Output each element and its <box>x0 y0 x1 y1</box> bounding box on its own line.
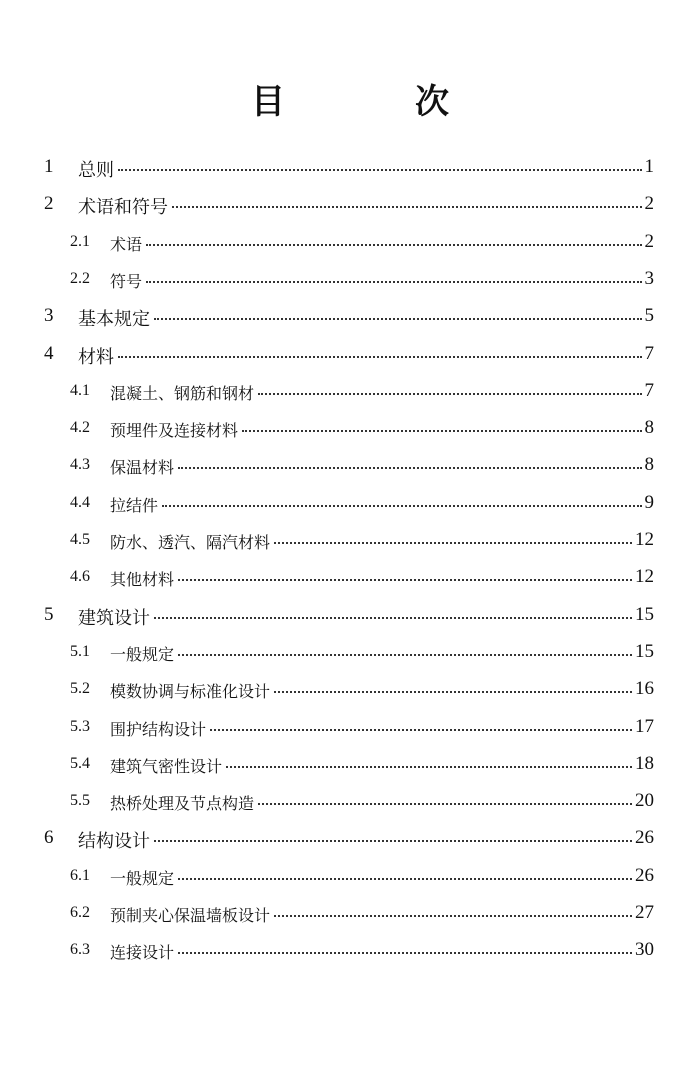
toc-section-entry[interactable] <box>0 896 700 932</box>
toc-entry-page-number: 8 <box>644 454 654 476</box>
dot-leader <box>242 430 642 432</box>
toc-entry-title: 围护结构设计 <box>110 719 207 739</box>
dot-leader <box>154 840 632 842</box>
toc-entry-page-number: 15 <box>635 640 654 662</box>
toc-section-entry[interactable] <box>0 374 700 410</box>
toc-entry-page-number: 30 <box>635 939 654 961</box>
dot-leader <box>274 915 632 917</box>
toc-entry-number: 2.2 <box>70 269 90 287</box>
toc-entry-title: 总则 <box>78 160 114 181</box>
toc-entry-title: 基本规定 <box>78 309 150 331</box>
toc-entry-page-number: 8 <box>644 417 654 439</box>
toc-chapter-entry[interactable] <box>0 598 700 634</box>
toc-chapter-entry[interactable] <box>0 150 700 186</box>
dot-leader <box>154 318 642 320</box>
dot-leader <box>146 281 642 283</box>
toc-entry-title: 拉结件 <box>110 495 159 515</box>
dot-leader <box>258 393 642 395</box>
dot-leader <box>118 169 642 171</box>
toc-entry-number: 5.4 <box>70 754 90 772</box>
toc-entry-page-number: 5 <box>644 305 654 327</box>
toc-section-entry[interactable] <box>0 523 700 559</box>
toc-entry-number: 5.5 <box>70 792 90 810</box>
toc-entry-number: 6 <box>44 827 54 849</box>
toc-entry-title: 符号 <box>110 271 143 291</box>
toc-entry-page-number: 26 <box>635 864 654 886</box>
toc-entry-title: 结构设计 <box>78 831 150 853</box>
toc-chapter-entry[interactable] <box>0 299 700 335</box>
toc-entry-page-number: 7 <box>644 342 654 364</box>
toc-entry-number: 6.1 <box>70 866 90 884</box>
dot-leader <box>172 206 642 208</box>
toc-entry-number: 4.5 <box>70 531 90 548</box>
dot-leader <box>162 505 642 507</box>
dot-leader <box>274 542 632 544</box>
page-title: 目 次 <box>251 82 497 122</box>
toc-section-entry[interactable] <box>0 747 700 783</box>
toc-entry-page-number: 18 <box>635 752 654 774</box>
dot-leader <box>146 244 642 246</box>
toc-section-entry[interactable] <box>0 262 700 298</box>
dot-leader <box>178 467 642 469</box>
toc-section-entry[interactable] <box>0 448 700 484</box>
toc-entry-page-number: 20 <box>635 790 654 812</box>
toc-section-entry[interactable] <box>0 710 700 746</box>
dot-leader <box>210 729 632 731</box>
toc-entry-page-number: 1 <box>644 156 654 177</box>
dot-leader <box>178 952 632 954</box>
toc-section-entry[interactable] <box>0 560 700 596</box>
toc-entry-title: 术语 <box>110 234 143 254</box>
toc-section-entry[interactable] <box>0 784 700 820</box>
toc-entry-number: 6.2 <box>70 904 90 921</box>
toc-entry-number: 4.1 <box>70 381 90 399</box>
dot-leader <box>154 617 632 619</box>
dot-leader <box>274 691 632 693</box>
dot-leader <box>118 356 642 358</box>
toc-entry-page-number: 9 <box>644 491 654 513</box>
toc-section-entry[interactable] <box>0 225 700 261</box>
dot-leader <box>226 766 632 768</box>
toc-section-entry[interactable] <box>0 859 700 895</box>
toc-entry-number: 4.3 <box>70 456 90 474</box>
toc-entry-number: 4.2 <box>70 419 90 437</box>
toc-entry-number: 5.2 <box>70 680 90 698</box>
toc-entry-title: 防水、透汽、隔汽材料 <box>110 533 271 552</box>
toc-entry-title: 建筑气密性设计 <box>110 756 223 776</box>
toc-entry-number: 3 <box>44 305 54 327</box>
toc-entry-page-number: 3 <box>644 267 654 289</box>
toc-section-entry[interactable] <box>0 411 700 447</box>
toc-entry-page-number: 27 <box>635 902 654 923</box>
toc-entry-number: 5 <box>44 603 54 625</box>
toc-entry-number: 5.3 <box>70 717 90 735</box>
toc-entry-page-number: 12 <box>635 529 654 550</box>
dot-leader <box>178 878 632 880</box>
toc-entry-page-number: 12 <box>635 566 654 588</box>
toc-entry-title: 模数协调与标准化设计 <box>110 682 271 702</box>
toc-section-entry[interactable] <box>0 672 700 708</box>
toc-entry-title: 混凝土、钢筋和钢材 <box>110 383 255 403</box>
toc-entry-number: 2 <box>44 193 54 215</box>
toc-entry-title: 连接设计 <box>110 943 175 963</box>
toc-entry-title: 建筑设计 <box>78 607 150 629</box>
toc-entry-page-number: 2 <box>644 193 654 215</box>
toc-section-entry[interactable] <box>0 486 700 522</box>
toc-entry-title: 一般规定 <box>110 644 175 664</box>
toc-entry-number: 6.3 <box>70 941 90 959</box>
dot-leader <box>258 803 632 805</box>
dot-leader <box>178 579 632 581</box>
toc-entry-page-number: 15 <box>635 603 654 625</box>
toc-chapter-entry[interactable] <box>0 337 700 373</box>
toc-entry-number: 4 <box>44 342 54 364</box>
toc-section-entry[interactable] <box>0 933 700 969</box>
toc-chapter-entry[interactable] <box>0 821 700 857</box>
toc-entry-title: 保温材料 <box>110 458 175 478</box>
toc-entry-page-number: 2 <box>644 230 654 252</box>
toc-entry-title: 一般规定 <box>110 868 175 888</box>
toc-entry-title: 其他材料 <box>110 570 175 590</box>
toc-entry-number: 5.1 <box>70 642 90 660</box>
toc-entry-number: 1 <box>44 156 54 177</box>
toc-entry-page-number: 7 <box>644 379 654 401</box>
toc-entry-page-number: 16 <box>635 678 654 700</box>
toc-entry-title: 预制夹心保温墙板设计 <box>110 906 271 925</box>
toc-entry-title: 术语和符号 <box>78 197 168 219</box>
toc-entry-title: 热桥处理及节点构造 <box>110 794 255 814</box>
toc-entry-title: 材料 <box>78 346 114 368</box>
toc-entry-page-number: 26 <box>635 827 654 849</box>
toc-chapter-entry[interactable] <box>0 187 700 223</box>
toc-entry-number: 4.6 <box>70 568 90 586</box>
toc-section-entry[interactable] <box>0 635 700 671</box>
toc-entry-number: 4.4 <box>70 493 90 511</box>
toc-entry-number: 2.1 <box>70 232 90 250</box>
dot-leader <box>178 654 632 656</box>
toc-entry-title: 预埋件及连接材料 <box>110 421 239 441</box>
toc-entry-page-number: 17 <box>635 715 654 737</box>
